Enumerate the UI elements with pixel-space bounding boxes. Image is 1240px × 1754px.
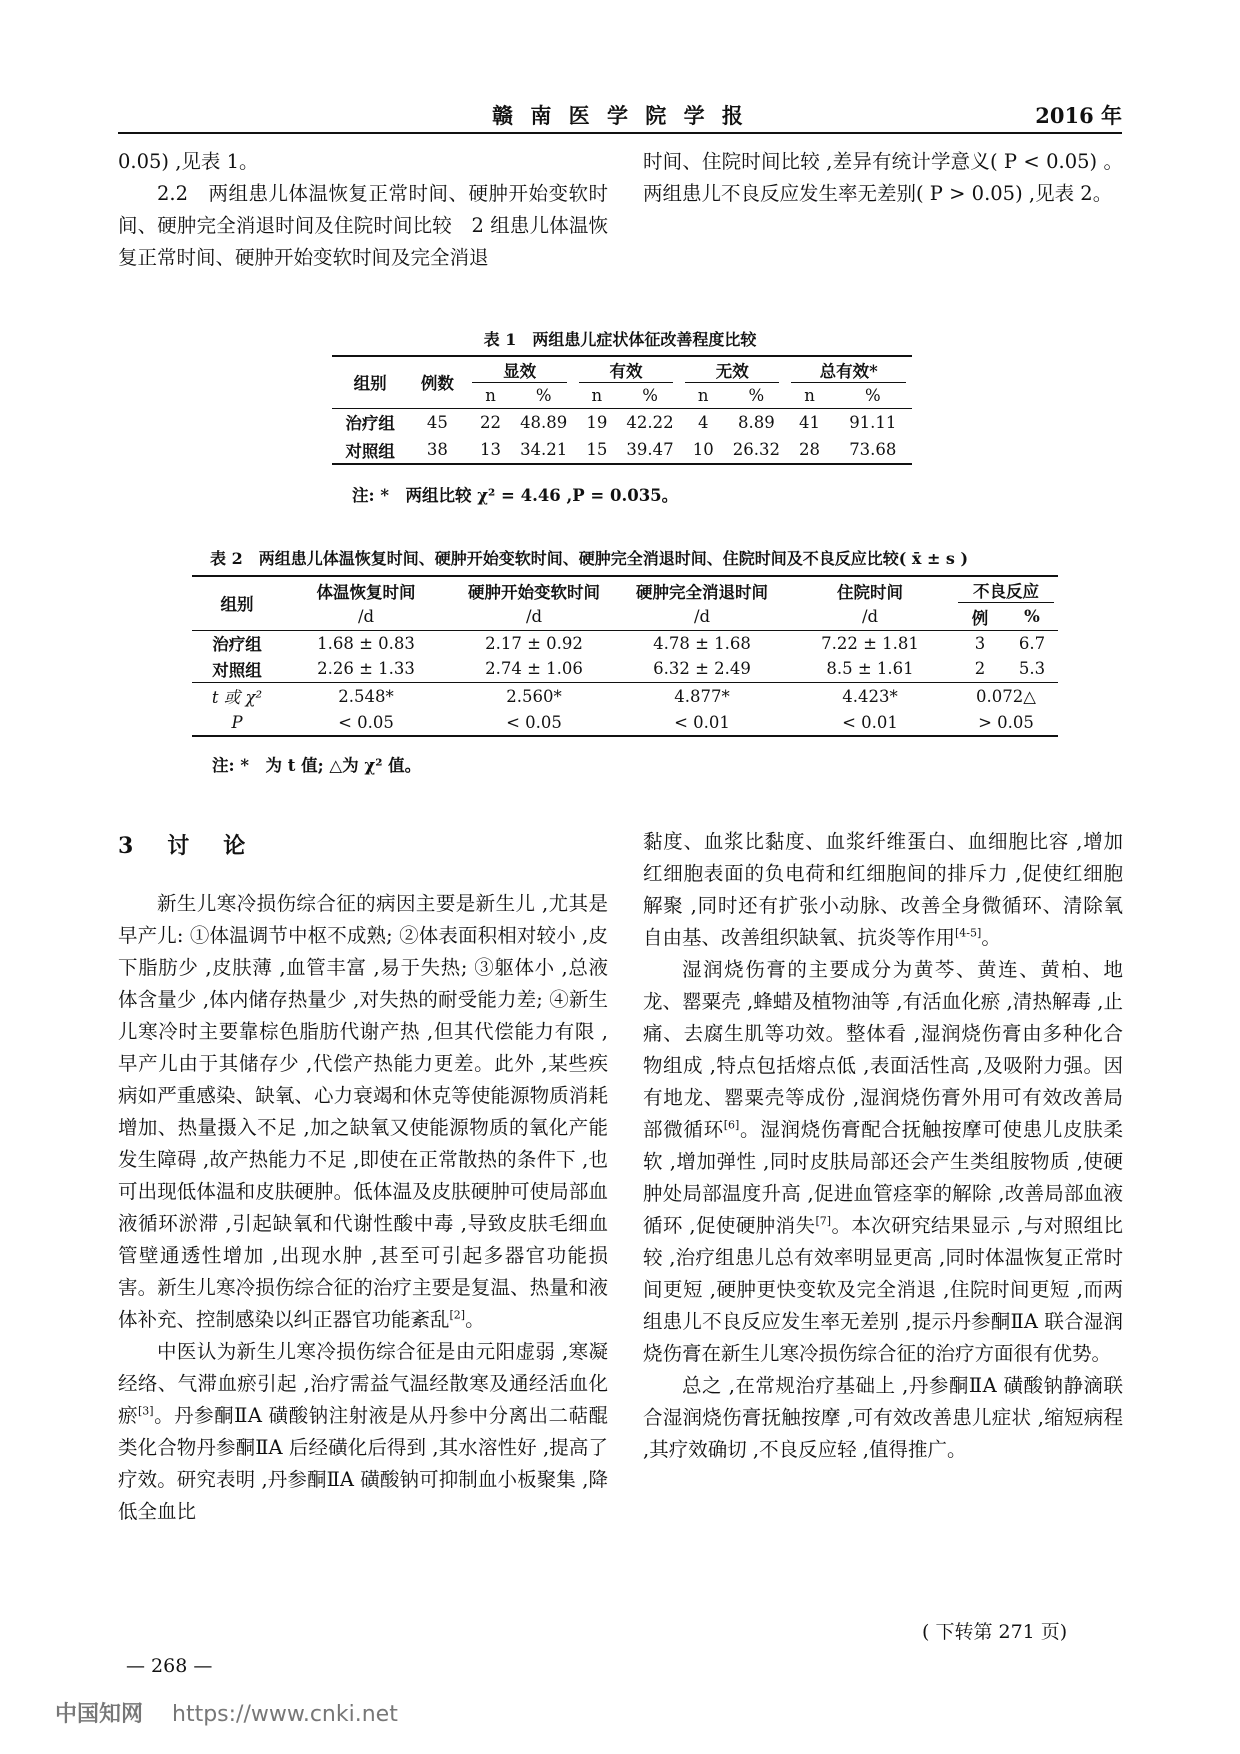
table1-subheader-pct: % (535, 386, 552, 406)
table2-cell: 2.17 ± 0.92 (485, 633, 583, 653)
table-row (192, 630, 1058, 656)
table2-subheader-cases: 例 (971, 608, 989, 628)
table2-cell: 2.74 ± 1.06 (485, 659, 583, 679)
punctuation: 。 (153, 1404, 175, 1427)
table1-note: 注: * 两组比较 χ² = 4.46 ,P = 0.035。 (352, 486, 679, 505)
table2-stat-label: t 或 χ² (211, 688, 263, 708)
citation: [3] (138, 1404, 154, 1418)
punctuation: 。 (831, 1214, 852, 1237)
table1-cell: 4 (697, 412, 709, 432)
table1-cell: 19 (586, 412, 608, 432)
table1-header-marked-label: 显效 (472, 358, 566, 383)
table2-unit: /d (357, 607, 375, 627)
table2-caption: 表 2 两组患儿体温恢复时间、硬肿开始变软时间、硬肿完全消退时间、住院时间及不良反应比较( x̄ ± s ) (210, 549, 969, 568)
citation: [4-5] (955, 926, 982, 940)
table1-header-none (679, 356, 785, 384)
table1-cell: 28 (799, 440, 821, 459)
table1-subheader-n: n (697, 386, 709, 406)
paragraph-text: 湿润烧伤膏配合抚触按摩可使患儿皮肤柔软 ,增加弹性 ,同时皮肤局部还会产生类组胺物质 ,使硬肿处局部温度升高 ,促进血管痉挛的解除 ,改善局部血液循环 ,促使硬肿消失 (643, 1118, 1123, 1237)
paragraph (643, 954, 1123, 1370)
table1-cell: 42.22 (626, 412, 674, 432)
table1-cell: 对照组 (345, 441, 395, 461)
table1-header-effective-label: 有效 (579, 358, 673, 383)
punctuation: 。 (739, 1118, 761, 1141)
journal-title: 赣 南 医 学 院 学 报 (492, 103, 748, 128)
table2-unit: /d (693, 607, 711, 627)
table1-cell: 39.47 (626, 440, 674, 459)
table2-unit: /d (861, 607, 879, 627)
table2-cell: 7.22 ± 1.81 (821, 633, 919, 653)
table1-cell: 22 (480, 412, 502, 432)
table1-cell: 45 (426, 412, 448, 432)
paragraph-text: 黏度、血浆比黏度、血浆纤维蛋白、血细胞比容 ,增加红细胞表面的负电荷和红细胞间的排斥力 ,促使红细胞解聚 ,同时还有扩张小动脉、改善全身微循环、清除氧自由基、改善组织缺氧、抗炎等作用 (643, 830, 1123, 949)
discussion-left-column (118, 830, 608, 1528)
punctuation: 。 (981, 926, 1001, 949)
paragraph: 时间、住院时间比较 ,差异有统计学意义( P < 0.05) 。两组患儿不良反应发生率无差别( P > 0.05) ,见表 2。 (643, 150, 1123, 205)
table2-cell: 0.072△ (976, 686, 1036, 706)
paragraph: 0.05) ,见表 1。 (118, 150, 259, 173)
table2-header-group: 组别 (220, 595, 254, 615)
top-left-column (118, 146, 608, 274)
table2-cell: 4.877* (674, 686, 730, 706)
table2-cell: 对照组 (212, 660, 262, 680)
table2-header-resolve: 硬肿完全消退时间 (636, 582, 768, 602)
table1-header-group: 组别 (332, 356, 408, 408)
table2-header-adverse-label: 不良反应 (958, 578, 1054, 603)
citation: [2] (449, 1308, 466, 1322)
table2-cell: 4.423* (842, 686, 898, 706)
table1-cell: 15 (586, 440, 608, 459)
paragraph-text: 本次研究结果显示 ,与对照组比较 ,治疗组患儿总有效率明显更高 ,同时体温恢复正常时间更短 ,硬肿更快变软及完全消退 ,住院时间更短 ,而两组患儿不良反应发生率无差别 ,提示丹参酮ⅡA 联合湿润烧伤膏在新生儿寒冷损伤综合征的治疗方面很有优势。 (643, 1214, 1123, 1365)
paragraph (643, 826, 1123, 954)
watermark-url: https://www.cnki.net (172, 1702, 398, 1727)
table-row (332, 408, 912, 436)
table2-cell: 3 (974, 633, 986, 653)
table1-subheader-n: n (485, 386, 496, 406)
table2-cell: 2.560* (506, 686, 562, 706)
table1-header-none-label: 无效 (685, 358, 779, 383)
table2-note: 注: * 为 t 值; △为 χ² 值。 (212, 756, 422, 775)
table1-caption: 表 1 两组患儿症状体征改善程度比较 (483, 330, 757, 349)
table1-header-total-label: 总有效* (791, 358, 906, 383)
table2-cell: < 0.05 (506, 713, 562, 732)
table2-header-stay: 住院时间 (837, 582, 903, 602)
journal-year: 2016 年 (1035, 103, 1122, 128)
table1-cell: 34.21 (520, 440, 568, 459)
table1-subheader-n: n (591, 386, 603, 406)
table1-header-cases: 例数 (408, 356, 466, 408)
watermark-logo-text: 中国知网 (55, 1702, 144, 1727)
table2-cell: 8.5 ± 1.61 (826, 659, 914, 679)
table1-cell: 8.89 (738, 412, 775, 432)
table1 (332, 355, 912, 465)
table1-cell: 治疗组 (345, 414, 395, 434)
paragraph-text: 新生儿寒冷损伤综合征的病因主要是新生儿 ,尤其是早产儿: ①体温调节中枢不成熟; ②体表面积相对较小 ,皮下脂肪少 ,皮肤薄 ,血管丰富 ,易于失热; ③躯体小 ,总液体含量少 ,体内储存热量少 ,对失热的耐受能力差; ④新生儿寒冷时主要靠棕色脂肪代谢产热 ,但其代偿能力有限 ,早产儿由于其储存少 ,代偿产热能力更差。此外 ,某些疾病如严重感染、缺氧、心力衰竭和休克等使能源物质消耗增加、热量摄入不足 ,加之缺氧又使能源物质的氧化产能发生障碍 ,故产热能力不足 ,即使在正常散热的条件下 ,也可出现低体温和皮肤硬肿。低体温及皮肤硬肿可使局部血液循环淤滞 ,引起缺氧和代谢性酸中毒 ,导致皮肤毛细血管壁通透性增加 ,出现水肿 ,甚至可引起多器官功能损害。新生儿寒冷损伤综合征的治疗主要是复温、热量和液体补充、控制感染以纠正器官功能紊乱 (118, 892, 608, 1331)
watermark (55, 1697, 398, 1728)
table1-cell: 73.68 (849, 440, 897, 459)
table2-cell: 6.32 ± 2.49 (653, 659, 751, 679)
paragraph (118, 1336, 608, 1528)
paragraph-text: 湿润烧伤膏的主要成分为黄芩、黄连、黄柏、地龙、罂粟壳 ,蜂蜡及植物油等 ,有活血化瘀 ,清热解毒 ,止痛、去腐生肌等功效。整体看 ,湿润烧伤膏由多种化合物组成 ,特点包括熔点低 ,表面活性高 ,及吸附力强。因有地龙、罂粟壳等成份 ,湿润烧伤膏外用可有效改善局部微循环 (643, 958, 1123, 1141)
table2-header-adverse (954, 576, 1058, 604)
table-row (192, 710, 1058, 736)
table2-cell: < 0.05 (338, 713, 394, 732)
top-right-column (643, 146, 1123, 210)
table2-header-soften: 硬肿开始变软时间 (468, 582, 600, 602)
table2-unit: /d (525, 607, 543, 627)
table2-p-label: P (231, 713, 243, 732)
table1-cell: 91.11 (849, 412, 897, 432)
table2-cell: 治疗组 (212, 635, 262, 655)
citation: [6] (723, 1118, 740, 1132)
table2-subheader-pct: % (1024, 607, 1040, 627)
table2-cell: > 0.05 (978, 713, 1034, 732)
table1-header-marked (466, 356, 572, 384)
table2-cell: 5.3 (1018, 659, 1046, 679)
running-header (118, 96, 1122, 134)
table1-subheader-pct: % (864, 386, 881, 406)
citation: [7] (815, 1214, 832, 1228)
table1-cell: 26.32 (732, 440, 780, 459)
paragraph (118, 888, 608, 1336)
section-title: 3 讨 论 (118, 833, 252, 859)
continued-note: ( 下转第 271 页) (922, 1621, 1068, 1643)
table1-cell: 41 (799, 412, 821, 432)
discussion-right-column (643, 826, 1123, 1466)
table-row (192, 682, 1058, 710)
table1-header-effective (573, 356, 679, 384)
table1-header-total (785, 356, 912, 384)
table1-cell: 13 (480, 440, 502, 459)
table2-cell: 2.548* (338, 686, 394, 706)
table2-cell: 2.26 ± 1.33 (317, 659, 415, 679)
paragraph-text: 丹参酮ⅡA 磺酸钠注射液是从丹参中分离出二萜醌类化合物丹参酮ⅡA 后经磺化后得到 ,其水溶性好 ,提高了疗效。研究表明 ,丹参酮ⅡA 磺酸钠可抑制血小板聚集 ,降低全血比 (118, 1404, 608, 1523)
table1-subheader-n: n (804, 386, 815, 406)
table-row (192, 656, 1058, 682)
table1-cell: 10 (692, 440, 714, 459)
table2-cell: < 0.01 (674, 713, 730, 732)
paragraph-text: 中医认为新生儿寒冷损伤综合征是由元阳虚弱 ,寒凝经络、气滞血瘀引起 ,治疗需益气温经散寒及通经活血化瘀 (118, 1340, 608, 1427)
table2 (192, 575, 1058, 737)
page-number: — 268 — (126, 1655, 213, 1677)
table1-subheader-pct: % (748, 386, 765, 406)
table1-subheader-pct: % (642, 386, 658, 406)
table2-cell: < 0.01 (842, 713, 898, 732)
paragraph: 总之 ,在常规治疗基础上 ,丹参酮ⅡA 磺酸钠静滴联合湿润烧伤膏抚触按摩 ,可有效改善患儿症状 ,缩短病程 ,其疗效确切 ,不良反应轻 ,值得推广。 (643, 1374, 1123, 1461)
table2-cell: 4.78 ± 1.68 (653, 633, 751, 653)
table2-cell: 1.68 ± 0.83 (317, 633, 415, 653)
table1-cell: 48.89 (520, 412, 568, 432)
table-row (332, 436, 912, 464)
table2-header-temp: 体温恢复时间 (316, 582, 416, 602)
paragraph: 2.2 两组患儿体温恢复正常时间、硬肿开始变软时间、硬肿完全消退时间及住院时间比较 2 组患儿体温恢复正常时间、硬肿开始变软时间及完全消退 (118, 182, 608, 269)
table1-cell: 38 (426, 440, 448, 459)
punctuation: 。 (465, 1308, 485, 1331)
table2-cell: 2 (974, 659, 986, 679)
table2-cell: 6.7 (1018, 633, 1046, 653)
